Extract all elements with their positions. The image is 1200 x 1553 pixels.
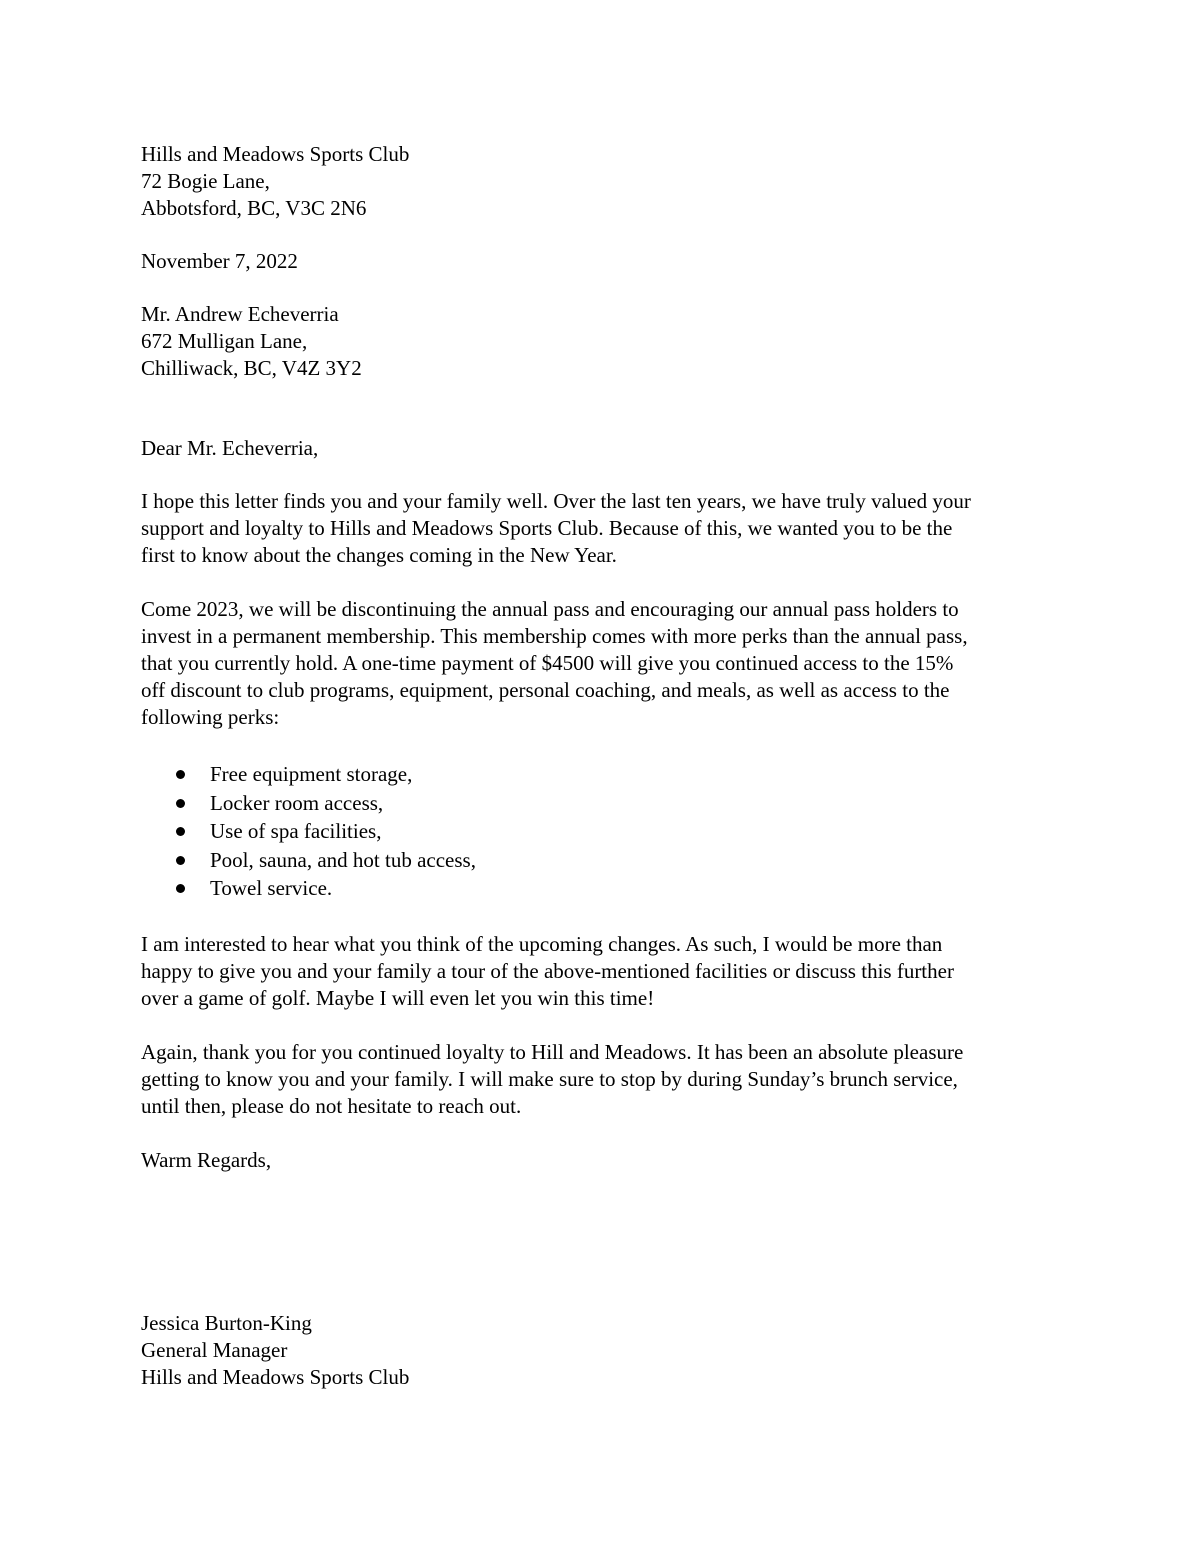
closing: [141, 1147, 1066, 1174]
bullet-icon: [176, 856, 185, 865]
bullet-icon: [176, 884, 185, 893]
paragraph-line: invest in a permanent membership. This membership comes with more perks than the annual pass,: [141, 624, 968, 648]
perk-item: [141, 847, 476, 876]
date-text: November 7, 2022: [141, 249, 298, 273]
bullet-icon: [176, 770, 185, 779]
paragraph-line: first to know about the changes coming in the New Year.: [141, 543, 617, 567]
recipient-name: Mr. Andrew Echeverria: [141, 302, 339, 326]
signer-title: General Manager: [141, 1338, 288, 1362]
letter-date: [141, 248, 1066, 275]
perk-text: Use of spa facilities,: [210, 819, 382, 843]
perk-text: Locker room access,: [210, 790, 384, 815]
body-paragraph-4: [141, 1039, 1066, 1120]
paragraph-line: getting to know you and your family. I will make sure to stop by during Sunday’s brunch service,: [141, 1067, 958, 1091]
perk-text: Towel service.: [210, 876, 333, 900]
paragraph-line: I am interested to hear what you think of the upcoming changes. As such, I would be more than: [141, 932, 943, 956]
sender-address: [141, 141, 1066, 222]
recipient-city: Chilliwack, BC, V4Z 3Y2: [141, 356, 362, 380]
paragraph-line: that you currently hold. A one-time payment of $4500 will give you continued access to the 15%: [141, 651, 954, 675]
perks-list: [141, 761, 476, 904]
bullet-icon: [176, 799, 185, 808]
perk-text: Free equipment storage,: [210, 762, 413, 786]
closing-text: Warm Regards,: [141, 1148, 272, 1172]
paragraph-line: over a game of golf. Maybe I will even let you win this time!: [141, 986, 655, 1010]
signer-name: Jessica Burton-King: [141, 1311, 312, 1335]
perk-item: [141, 790, 476, 819]
body-paragraph-3: [141, 931, 1066, 1012]
body-paragraph-1: [141, 488, 1066, 569]
paragraph-line: Come 2023, we will be discontinuing the annual pass and encouraging our annual pass holders to: [141, 597, 959, 621]
perk-item: [141, 761, 476, 790]
recipient-address: [141, 301, 1066, 382]
paragraph-line: until then, please do not hesitate to reach out.: [141, 1094, 522, 1118]
signature-block: [141, 1310, 1066, 1391]
paragraph-line: happy to give you and your family a tour of the above-mentioned facilities or discuss this further: [141, 959, 954, 983]
paragraph-line: I hope this letter finds you and your family well. Over the last ten years, we have truly valued your: [141, 489, 971, 513]
sender-city: Abbotsford, BC, V3C 2N6: [141, 196, 367, 220]
body-paragraph-2: [141, 596, 1066, 731]
salutation-text: Dear Mr. Echeverria,: [141, 436, 319, 460]
paragraph-line: support and loyalty to Hills and Meadows Sports Club. Because of this, we wanted you to be the: [141, 516, 953, 540]
sender-street: 72 Bogie Lane,: [141, 169, 270, 193]
signer-organization: Hills and Meadows Sports Club: [141, 1365, 410, 1389]
perk-text: Pool, sauna, and hot tub access,: [210, 847, 476, 872]
perk-item: [141, 875, 476, 904]
bullet-icon: [176, 827, 185, 836]
salutation: [141, 435, 1066, 462]
paragraph-line: off discount to club programs, equipment, personal coaching, and meals, as well as access to the: [141, 678, 950, 702]
recipient-street: 672 Mulligan Lane,: [141, 329, 308, 353]
sender-name: Hills and Meadows Sports Club: [141, 142, 410, 166]
paragraph-line: following perks:: [141, 705, 280, 729]
paragraph-line: Again, thank you for you continued loyalty to Hill and Meadows. It has been an absolute pleasure: [141, 1040, 964, 1064]
perk-item: [141, 818, 476, 847]
